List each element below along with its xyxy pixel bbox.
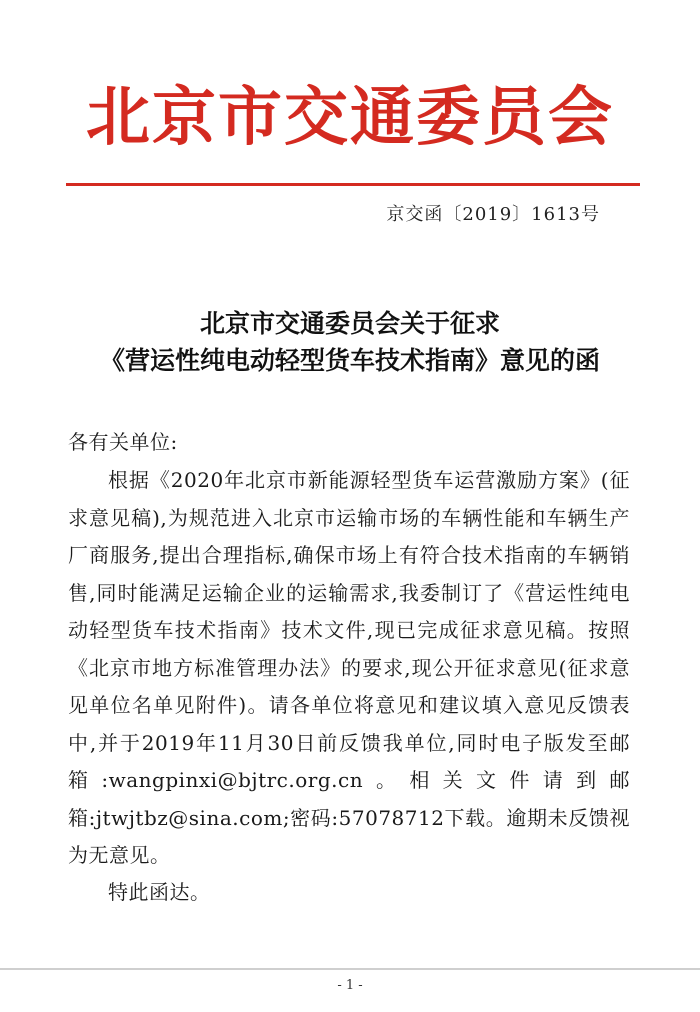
closing-line: 特此函达。 — [108, 880, 211, 904]
salutation: 各有关单位: — [68, 430, 178, 454]
page-footer-divider — [0, 968, 700, 970]
body-paragraph: 根据《2020年北京市新能源轻型货车运营激励方案》(征求意见稿),为规范进入北京市运输市场的车辆性能和车辆生产厂商服务,提出合理指标,确保市场上有符合技术指南的车辆销售,同时能满足运输企业的运输需求,我委制订了《营运性纯电动轻型货车技术指南》技术文件,现已完成征求意见稿。按照《北京市地方标准管理办法》的要求,现公开征求意见(征求意见单位名单见附件)。请各单位将意见和建议填入意见反馈表中,并于2019年11月30日前反馈我单位,同时电子版发至邮箱:wangpinxi@bjtrc.org.cn。相关文件请到邮箱:jtwjtbz@sina.com;密码:57078712下载。逾期未反馈视为无意见。 — [68, 468, 630, 867]
document-title-line1: 北京市交通委员会关于征求 — [199, 309, 500, 338]
letterhead-red-divider — [66, 183, 640, 186]
page-number: - 1 - — [337, 978, 363, 993]
document-title-line2: 《营运性纯电动轻型货车技术指南》意见的函 — [99, 346, 600, 375]
document-number: 京交函〔2019〕1613号 — [386, 204, 600, 225]
agency-letterhead: 北京市交通委员会 — [86, 80, 614, 155]
